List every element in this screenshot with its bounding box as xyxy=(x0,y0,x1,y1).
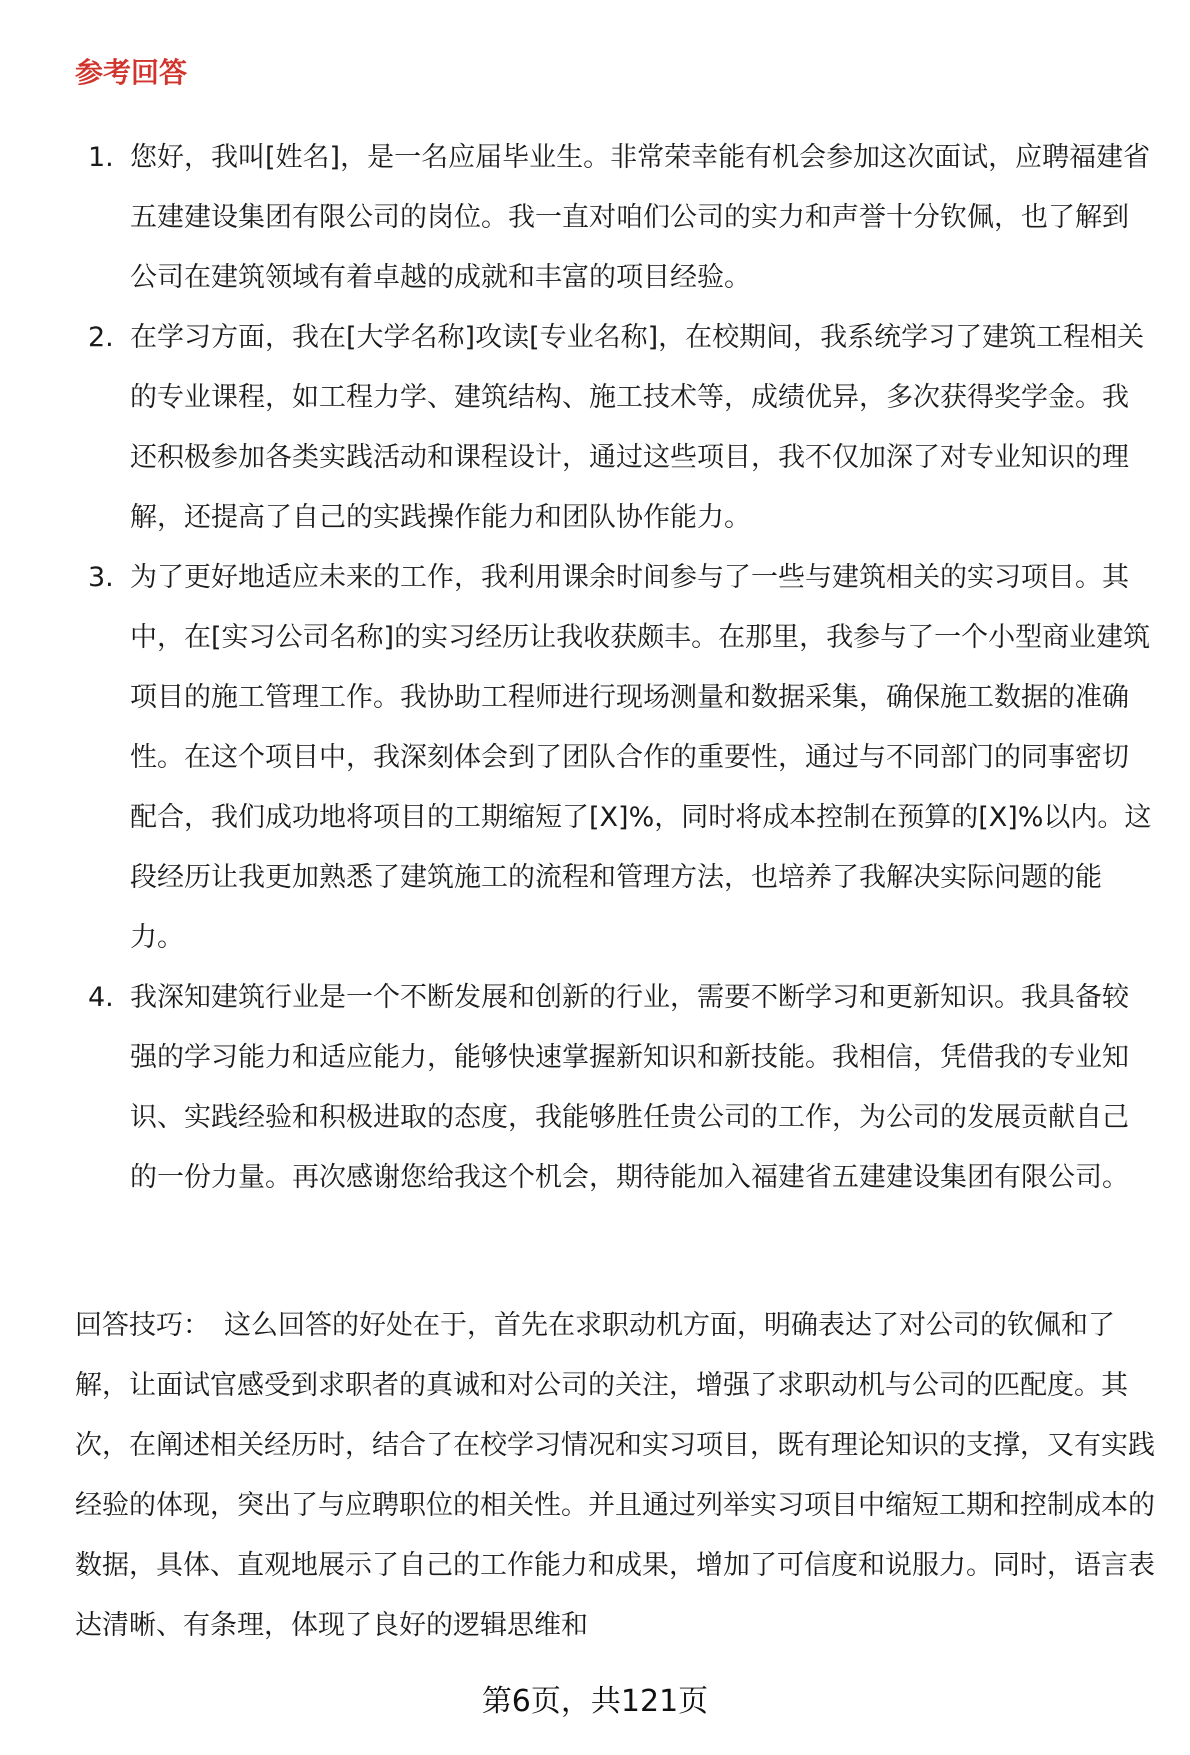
list-item xyxy=(88,128,1155,308)
answer-tip-paragraph xyxy=(75,1296,1160,1656)
list-item-text: 为了更好地适应未来的工作，我利用课余时间参与了一些与建筑相关的实习项目。其中，在[实习公司名称]的实习经历让我收获颇丰。在那里，我参与了一个小型商业建筑项目的施工管理工作。我协助工程师进行现场测量和数据采集，确保施工数据的准确性。在这个项目中，我深刻体会到了团队合作的重要性，通过与不同部门的同事密切配合，我们成功地将项目的工期缩短了[X]%，同时将成本控制在预算的[X]%以内。这段经历让我更加熟悉了建筑施工的流程和管理方法，也培养了我解决实际问题的能力。 xyxy=(130,562,1152,953)
tip-label: 回答技巧： xyxy=(75,1310,210,1341)
list-item-text: 我深知建筑行业是一个不断发展和创新的行业，需要不断学习和更新知识。我具备较强的学习能力和适应能力，能够快速掌握新知识和新技能。我相信，凭借我的专业知识、实践经验和积极进取的态度，我能够胜任贵公司的工作，为公司的发展贡献自己的一份力量。再次感谢您给我这个机会，期待能加入福建省五建建设集团有限公司。 xyxy=(130,982,1129,1193)
list-item-number: 2. xyxy=(88,322,114,353)
list-item xyxy=(88,308,1155,548)
answer-list xyxy=(88,128,1155,1208)
list-item-number: 4. xyxy=(88,982,114,1013)
tip-text: 这么回答的好处在于，首先在求职动机方面，明确表达了对公司的钦佩和了解，让面试官感受到求职者的真诚和对公司的关注，增强了求职动机与公司的匹配度。其次，在阐述相关经历时，结合了在校学习情况和实习项目，既有理论知识的支撑，又有实践经验的体现，突出了与应聘职位的相关性。并且通过列举实习项目中缩短工期和控制成本的数据，具体、直观地展示了自己的工作能力和成果，增加了可信度和说服力。同时，语言表达清晰、有条理，体现了良好的逻辑思维和 xyxy=(75,1310,1155,1641)
list-item-number: 1. xyxy=(88,142,114,173)
page-number: 第6页，共121页 xyxy=(481,1684,709,1719)
list-item-text: 在学习方面，我在[大学名称]攻读[专业名称]，在校期间，我系统学习了建筑工程相关的专业课程，如工程力学、建筑结构、施工技术等，成绩优异，多次获得奖学金。我还积极参加各类实践活动和课程设计，通过这些项目，我不仅加深了对专业知识的理解，还提高了自己的实践操作能力和团队协作能力。 xyxy=(130,322,1145,533)
list-item-text: 您好，我叫[姓名]，是一名应届毕业生。非常荣幸能有机会参加这次面试，应聘福建省五建建设集团有限公司的岗位。我一直对咱们公司的实力和声誉十分钦佩，也了解到公司在建筑领域有着卓越的成就和丰富的项目经验。 xyxy=(130,142,1151,293)
list-item xyxy=(88,968,1155,1208)
list-item xyxy=(88,548,1155,968)
section-heading: 参考回答 xyxy=(75,56,188,89)
list-item-number: 3. xyxy=(88,562,114,593)
